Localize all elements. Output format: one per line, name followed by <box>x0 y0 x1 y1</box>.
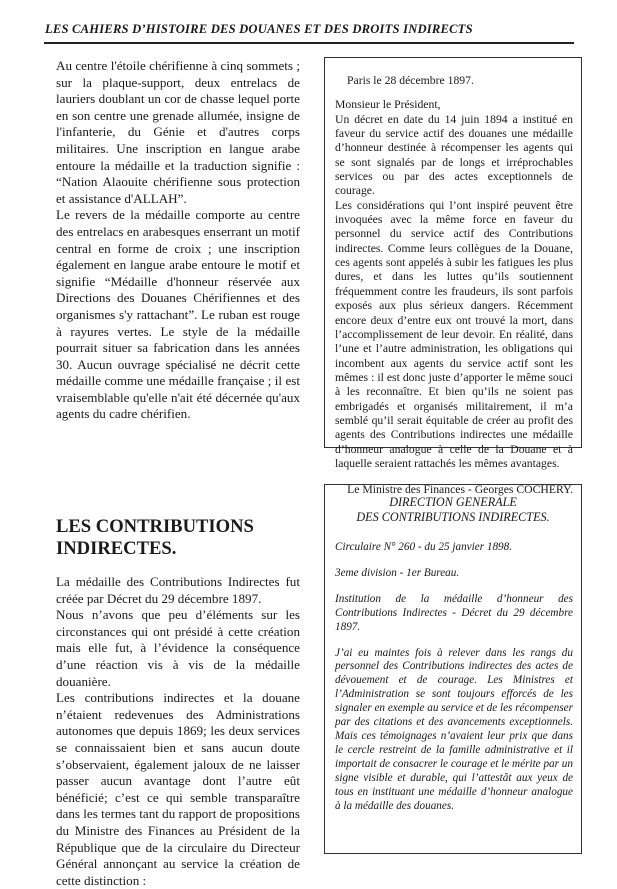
circular-subject: Institution de la médaille d’honneur des Contributions Indirectes - Décret du 29 décembre 1897. <box>335 592 573 633</box>
circular-reference: Circulaire N° 260 - du 25 janvier 1898. <box>335 541 513 553</box>
section-heading: LES CONTRIBUTIONS INDIRECTES. <box>56 516 254 559</box>
circular-body: J’ai eu maintes fois à relever dans les rangs du personnel des Contributions indirectes des actes de dévouement et de courage. Les Ministres et l’Administration se sont toujours efforcés de les signaler en exemple au service et de les récompenser par des citations et des avancements exceptionnels. Mais ces témoignages n’avaient leur prix que dans le cercle restreint de la famille administrative et il importait de consacrer le courage et le mérite par un signe visible et durable, qui l’attestât aux yeux de tous en instituant une médaille d’honneur analogue à la médaille des douanes. <box>335 646 573 812</box>
letter-paragraph-2: Les considérations qui l’ont inspiré peuvent être invoquées avec la même force en faveur du personnel du service actif des Contributions indirectes. Comme leurs collègues de la Douane, ces agents sont appelés à subir les fatigues les plus dures, et dans les luttes qu’ils soutiennent fréquemment contre les fraudeurs, ils sont parfois exposés aux plus sérieux dangers. Récemment encore deux d’entre eux ont trouvé la mort, dans l’accomplissement de leur devoir. En réalité, dans l’une et l’autre administration, les obligations qui incombent aux agents du service actif sont les mêmes : il est donc juste d’apporter le même souci à les reconnaître. Et bien qu’ils ne soient pas embrigadés et organisés militairement, il m’a semblé qu’il serait équitable de créer au profit des agents des Contributions indirectes une médaille d’honneur analogue à celle de la Douane et à laquelle seraient rattachés les mêmes avantages. <box>335 198 573 470</box>
letter-salutation: Monsieur le Président, <box>335 98 441 112</box>
minister-letter-box <box>324 57 582 497</box>
circular-content <box>335 541 573 813</box>
circular-title-line-1: DIRECTION GENERALE <box>389 495 517 509</box>
header-rule <box>44 42 574 44</box>
medal-reverse-paragraph: Le revers de la médaille comporte au centre des entrelacs en arabesques enserrant un motif central en forme de croix ; une inscription également en langue arabe entoure le motif et signifie “Médaille d'honneur réservée aux Directions des Douanes Chérifiennes et des organismes s'y rattachant”. Le ruban est rouge à rayures vertes. Le style de la médaille pourrait situer sa fabrication dans les années 30. Aucun ouvrage spécialisé ne décrit cette médaille comme une médaille française ; il est vraisemblable qu'elle n'ait été décernée qu'aux agents du cadre chérifien. <box>56 207 300 422</box>
letter-content <box>335 74 573 509</box>
circular-division: 3eme division - 1er Bureau. <box>335 566 460 579</box>
letter-signature: Le Ministre des Finances - Georges COCHERY. <box>347 483 573 497</box>
circular-title <box>325 495 581 525</box>
circular-title-line-2: DES CONTRIBUTIONS INDIRECTES. <box>356 509 550 524</box>
running-header: LES CAHIERS D’HISTOIRE DES DOUANES ET DES DROITS INDIRECTS <box>45 22 473 36</box>
decree-paragraph: La médaille des Contributions Indirectes fut créée par Décret du 29 décembre 1897. <box>56 574 300 606</box>
letter-paragraph-1: Un décret en date du 14 juin 1894 a institué en faveur du service actif des douanes une médaille d’honneur destinée à récompenser les agents qui se sont signalés par de longs et irréprochables services ou par des actes exceptionnels de courage. <box>335 112 573 198</box>
left-column-top <box>56 58 300 423</box>
left-column-bottom <box>56 574 300 889</box>
administrations-paragraph: Les contributions indirectes et la douane n’étaient redevenues des Administrations autonomes que depuis 1869; les deux services se connaissaient bien et sans aucun doute s’observaient, également jaloux de ne laisser passer aucun avantage dont l’autre eût bénéficié; c’est ce qui semble transparaître dans les termes tant du rapport de propositions du Ministre des Finances au Président de la République que de la circulaire du Directeur Général annonçant au service la création de cette distinction : <box>56 690 301 888</box>
circumstances-paragraph: Nous n’avons que peu d’éléments sur les circonstances qui ont présidé à cette création mais elle fut, à l’évidence la conséquence d’une réaction vis à vis de la médaille douanière. <box>56 607 300 689</box>
medal-description-paragraph: Au centre l'étoile chérifienne à cinq sommets ; sur la plaque-support, deux entrelacs de lauriers doublant un cor de chasse lequel porte en son centre une grenade allumée, insigne de l'infanterie, du Génie et d'autres corps militaires. Une inscription en langue arabe entoure la médaille et la traduction signifie : “Nation Alaouite chérifienne sous protection et assistance d'ALLAH”. <box>56 58 300 206</box>
circular-box <box>324 484 582 854</box>
letter-date: Paris le 28 décembre 1897. <box>347 74 474 87</box>
